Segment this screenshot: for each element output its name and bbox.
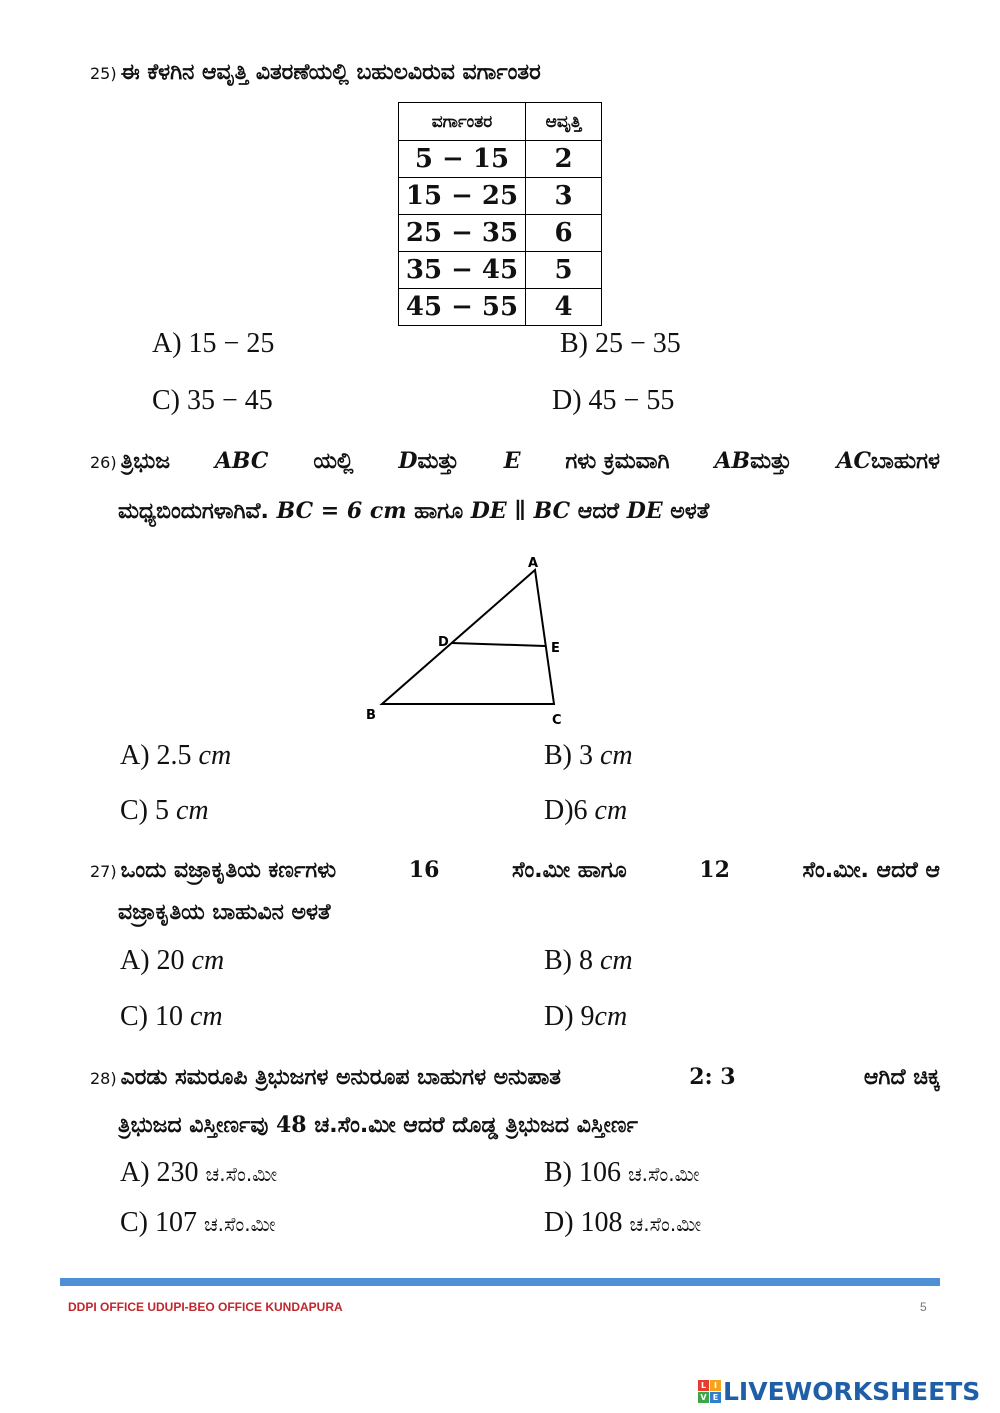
triangle-figure	[360, 550, 580, 730]
label-a: A	[528, 556, 539, 571]
q25-option-d[interactable]: D) 45 − 55	[552, 385, 675, 416]
q27-option-a[interactable]	[120, 945, 224, 977]
question-number: 26)	[90, 453, 117, 472]
math-de-parallel-bc: DE ∥ BC	[470, 498, 571, 524]
table-header-row	[399, 103, 602, 141]
question-text: ಗಳು ಕ್ರಮವಾಗಿ	[565, 449, 670, 474]
question-27-line-2: ವಜ್ರಾಕೃತಿಯ ಬಾಹುವಿನ ಅಳತೆ	[118, 900, 331, 925]
question-number: 28)	[90, 1069, 117, 1088]
option-unit: cm	[594, 795, 628, 826]
option-unit: cm	[600, 945, 633, 976]
question-text: ಬಾಹುಗಳ	[871, 449, 940, 474]
label-c: C	[552, 713, 562, 728]
question-text: ಹಾಗೂ	[414, 499, 464, 524]
question-text: ಆದರೆ	[577, 499, 620, 524]
question-text: ಅಳತೆ	[670, 499, 710, 524]
q26-option-b[interactable]	[544, 740, 633, 772]
frequency-cell: 6	[526, 215, 602, 252]
label-d: D	[438, 635, 449, 650]
option-unit: ಚ.ಸೆಂ.ಮೀ	[204, 1212, 276, 1236]
liveworksheets-logo-icon	[698, 1380, 721, 1403]
q28-option-d[interactable]	[544, 1207, 701, 1239]
class-interval-cell: 35 − 45	[399, 252, 526, 289]
column-header-frequency: ಆವೃತ್ತಿ	[526, 103, 602, 141]
table-row	[399, 141, 602, 178]
question-text: ಮತ್ತು	[417, 449, 459, 474]
label-b: B	[366, 708, 376, 723]
q26-option-a[interactable]	[120, 740, 231, 772]
q27-option-b[interactable]	[544, 945, 633, 977]
q28-option-a[interactable]	[120, 1157, 277, 1189]
frequency-cell: 5	[526, 252, 602, 289]
math-d: D	[398, 448, 418, 474]
logo-letter: I	[710, 1380, 721, 1391]
number-12: 12	[699, 857, 730, 883]
option-text: C) 5	[120, 795, 176, 826]
option-unit: cm	[176, 795, 209, 826]
option-text: B) 8	[544, 945, 600, 976]
q25-option-b[interactable]: B) 25 − 35	[560, 328, 681, 359]
logo-letter: E	[710, 1392, 721, 1403]
segment-de	[452, 643, 545, 646]
option-text: B) 106	[544, 1157, 628, 1188]
q25-option-c[interactable]: C) 35 − 45	[152, 385, 273, 416]
ratio: 2: 3	[689, 1064, 736, 1090]
option-text: D) 9	[544, 1001, 595, 1032]
frequency-cell: 2	[526, 141, 602, 178]
q26-option-c[interactable]	[120, 795, 209, 827]
table-row	[399, 178, 602, 215]
liveworksheets-brand[interactable]	[698, 1377, 980, 1406]
label-e: E	[551, 641, 560, 656]
option-text: D)6	[544, 795, 595, 826]
class-interval-cell: 5 − 15	[399, 141, 526, 178]
class-interval-cell: 45 − 55	[399, 289, 526, 326]
number-48: 48	[275, 1112, 307, 1138]
math-ac: AC	[836, 448, 872, 474]
option-text: A) 20	[120, 945, 192, 976]
question-text: ತ್ರಿಭುಜ	[120, 449, 170, 474]
math-de: DE	[626, 498, 663, 524]
q26-option-d[interactable]	[544, 795, 627, 827]
question-text: ಮಧ್ಯಬಿಂದುಗಳಾಗಿವೆ.	[118, 499, 269, 524]
q25-option-a[interactable]: A) 15 − 25	[152, 328, 275, 359]
option-unit: ಚ.ಸೆಂ.ಮೀ	[205, 1162, 278, 1186]
q27-option-c[interactable]	[120, 1001, 223, 1033]
question-number: 27)	[90, 862, 117, 881]
logo-letter: V	[698, 1392, 709, 1403]
column-header-class-interval: ವರ್ಗಾಂತರ	[399, 103, 526, 141]
q27-option-d[interactable]	[544, 1001, 627, 1033]
option-text: D) 108	[544, 1207, 630, 1238]
option-text: A) 2.5	[120, 740, 199, 771]
brand-name: LIVEWORKSHEETS	[723, 1377, 981, 1406]
option-text: C) 10	[120, 1001, 190, 1032]
option-text: A) 230	[120, 1157, 206, 1188]
option-unit: ಚ.ಸೆಂ.ಮೀ	[629, 1212, 702, 1236]
question-26-line-1	[90, 436, 940, 488]
math-abc: ABC	[214, 448, 269, 474]
option-text: B) 3	[544, 740, 600, 771]
question-text: ಯಲ್ಲಿ	[313, 449, 354, 474]
number-16: 16	[408, 857, 440, 883]
question-26-line-2	[118, 486, 918, 537]
question-text: ಈ ಕೆಳಗಿನ ಆವೃತ್ತಿ ವಿತರಣೆಯಲ್ಲಿ ಬಹುಲವಿರುವ ವರ್ಗಾಂತರ	[120, 60, 541, 85]
option-unit: cm	[190, 1001, 223, 1032]
question-text: ಎರಡು ಸಮರೂಪಿ ತ್ರಿಭುಜಗಳ ಅನುರೂಪ ಬಾಹುಗಳ ಅನುಪಾತ	[120, 1065, 561, 1090]
option-unit: cm	[594, 1001, 628, 1032]
option-unit: cm	[600, 740, 633, 771]
question-25-heading	[90, 48, 940, 99]
table-row	[399, 215, 602, 252]
option-unit: ಚ.ಸೆಂ.ಮೀ	[628, 1162, 700, 1186]
question-text: ಚ.ಸೆಂ.ಮೀ ಆದರೆ ದೊಡ್ಡ ತ್ರಿಭುಜದ ವಿಸ್ತೀರ್ಣ	[314, 1113, 638, 1138]
logo-letter: L	[698, 1380, 709, 1391]
question-number: 25)	[90, 64, 117, 83]
question-text: ಸೆಂ.ಮೀ. ಆದರೆ ಆ	[802, 858, 940, 883]
triangle-abc	[382, 570, 554, 704]
class-interval-cell: 25 − 35	[399, 215, 526, 252]
frequency-table	[398, 102, 602, 326]
page-number: 5	[920, 1300, 927, 1314]
footer-divider	[60, 1278, 940, 1286]
math-ab: AB	[714, 448, 751, 474]
q28-option-c[interactable]	[120, 1207, 276, 1239]
question-text: ತ್ರಿಭುಜದ ವಿಸ್ತೀರ್ಣವು	[118, 1113, 269, 1138]
question-text: ಒಂದು ವಜ್ರಾಕೃತಿಯ ಕರ್ಣಗಳು	[120, 858, 337, 883]
table-row	[399, 289, 602, 326]
frequency-cell: 4	[526, 289, 602, 326]
question-28-line-1	[90, 1052, 940, 1104]
table-row	[399, 252, 602, 289]
option-unit: cm	[198, 740, 232, 771]
option-unit: cm	[191, 945, 225, 976]
q28-option-b[interactable]	[544, 1157, 700, 1189]
question-28-line-2	[118, 1100, 968, 1151]
class-interval-cell: 15 − 25	[399, 178, 526, 215]
question-text: ಮತ್ತು	[750, 449, 792, 474]
math-bc-equation: BC = 6 cm	[276, 498, 407, 524]
footer-office-text: DDPI OFFICE UDUPI-BEO OFFICE KUNDAPURA	[68, 1300, 343, 1314]
question-text: ಆಗಿದೆ ಚಿಕ್ಕ	[863, 1065, 940, 1090]
question-text: ಸೆಂ.ಮೀ ಹಾಗೂ	[512, 858, 627, 883]
frequency-cell: 3	[526, 178, 602, 215]
option-text: C) 107	[120, 1207, 204, 1238]
math-e: E	[503, 448, 521, 474]
